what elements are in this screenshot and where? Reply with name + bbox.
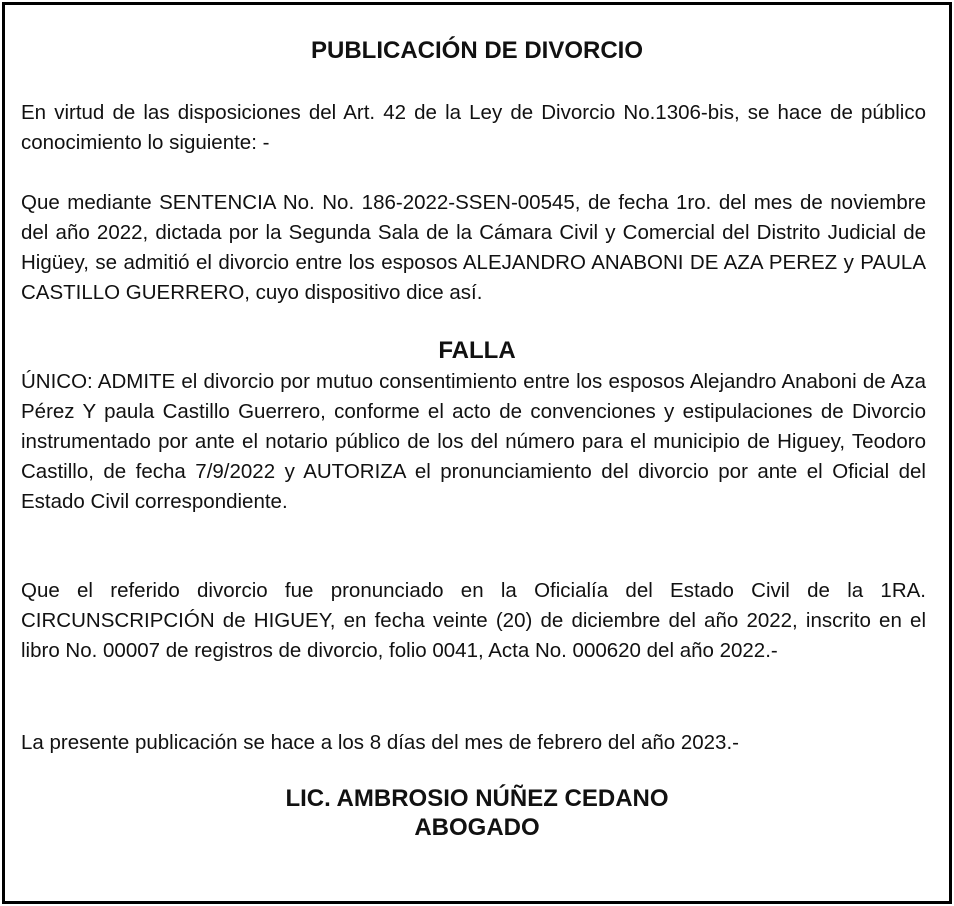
ruling-paragraph: ÚNICO: ADMITE el divorcio por mutuo consentimiento entre los esposos Alejandro Anaboni de Aza Pérez Y paula Castillo Guerrero, conforme el acto de convenciones y estipulaciones de Divorcio instrumentado por ante el notario público de los del número para el municipio de Higuey, Teodoro Castillo, de fecha 7/9/2022 y AUTORIZA el pronunciamiento del divorcio por ante el Oficial del Estado Civil correspondiente. — [21, 370, 926, 513]
signature-name: LIC. AMBROSIO NÚÑEZ CEDANO — [285, 785, 669, 812]
publication-date-paragraph: La presente publicación se hace a los 8 días del mes de febrero del año 2023.- — [21, 731, 739, 754]
intro-paragraph: En virtud de las disposiciones del Art. 42 de la Ley de Divorcio No.1306-bis, se hace de público conocimiento lo siguiente: - — [21, 101, 926, 154]
registration-paragraph: Que el referido divorcio fue pronunciado en la Oficialía del Estado Civil de la 1RA. CIRCUNSCRIPCIÓN de HIGUEY, en fecha veinte (20) de diciembre del año 2022, inscrito en el libro No. 00007 de registros de divorcio, folio 0041, Acta No. 000620 del año 2022.- — [21, 579, 926, 662]
falla-heading: FALLA — [438, 337, 516, 364]
notice-title: PUBLICACIÓN DE DIVORCIO — [310, 37, 643, 64]
sentence-paragraph: Que mediante SENTENCIA No. No. 186-2022-SSEN-00545, de fecha 1ro. del mes de noviembre del año 2022, dictada por la Segunda Sala de la Cámara Civil y Comercial del Distrito Judicial de Higüey, se admitió el divorcio entre los esposos ALEJANDRO ANABONI DE AZA PEREZ y PAULA CASTILLO GUERRERO, cuyo dispositivo dice así. — [21, 191, 926, 304]
signature-role: ABOGADO — [414, 814, 540, 841]
